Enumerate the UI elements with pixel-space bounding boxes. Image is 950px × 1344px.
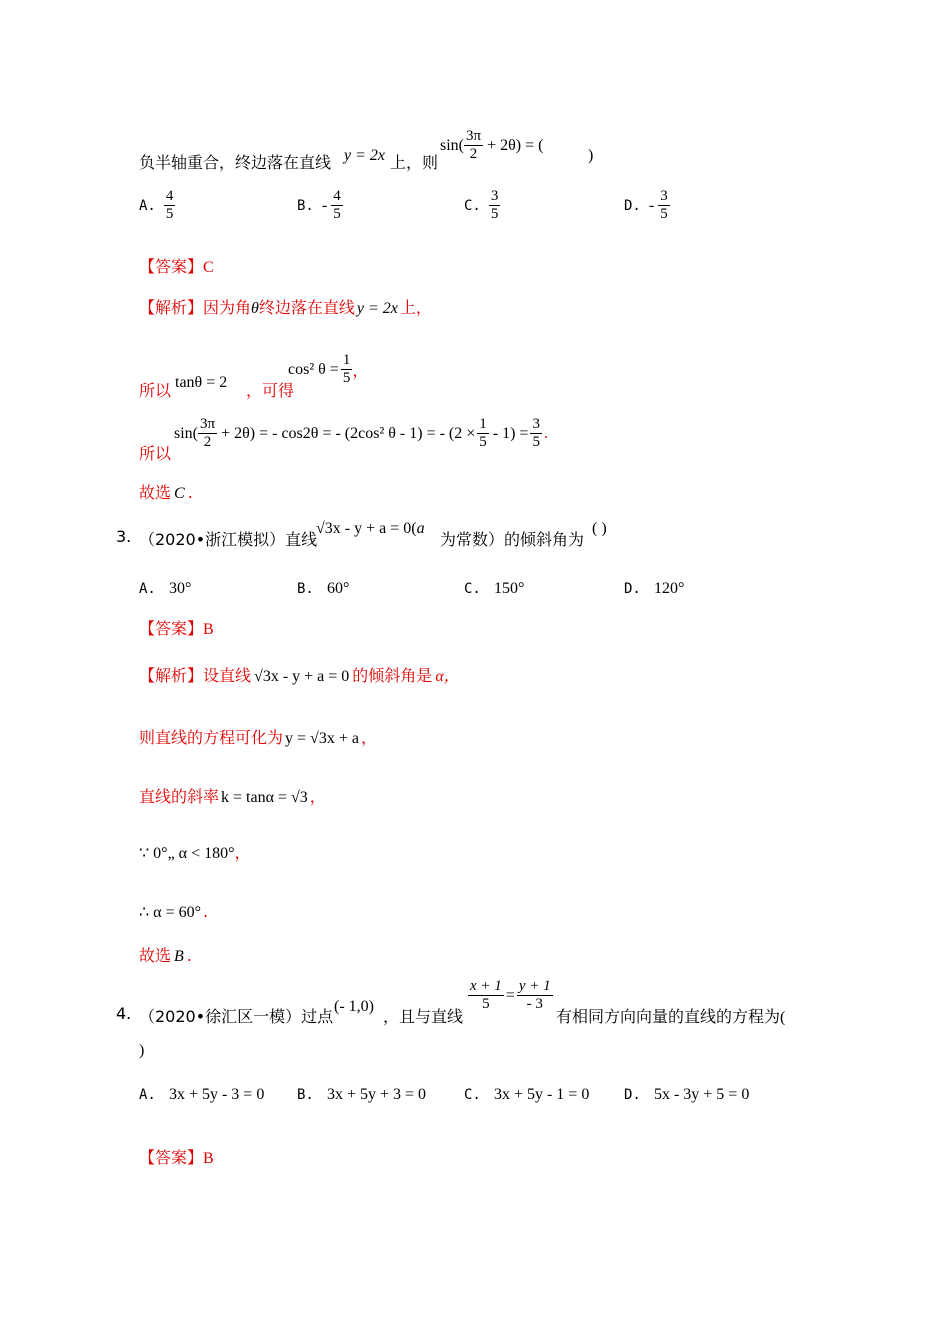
answer-tag: 【答案】 [139,257,204,276]
q3-equation [316,520,425,538]
conclusion-text: . [186,946,192,965]
option-den: 5 [165,206,174,222]
q2-expr-fraction [464,128,483,163]
answer-tag: 【答案】 [139,619,204,638]
analysis-fraction [530,416,542,451]
q4-number: 4. [116,1004,132,1023]
q2-analysis-kede: ，可得 [246,381,295,400]
q3-option-c[interactable] [464,578,524,598]
option-num: 4 [165,188,174,204]
q2-stem-expr [440,128,543,163]
analysis-fraction [341,352,353,387]
option-fraction [658,188,670,223]
answer-tag: 【答案】 [139,1148,204,1167]
analysis-math: ∴ α = 60° [139,904,201,921]
frac-num: y + 1 [518,978,551,994]
option-den: 5 [333,206,341,222]
q2-analysis-line3-text: 所以 [139,444,172,463]
q2-conclusion [139,480,193,503]
q2-analysis-cos [288,352,368,387]
option-num: 3 [490,188,499,204]
option-label: C. [464,581,481,597]
option-value: 60° [326,580,350,597]
q4-mid: ，且与直线 [383,1007,464,1026]
conclusion-text: 故选 [139,946,172,965]
analysis-tag: 【解析】 [139,298,204,317]
option-label: A. [139,197,156,214]
q2-analysis-line3-math [174,416,548,451]
analysis-math: ∵ 0°„ α < 180° [139,845,235,862]
analysis-text: 因为角 [203,298,252,317]
option-sign: - [648,196,655,214]
q4-tail [556,1004,785,1027]
option-value: 5x - 3y + 5 = 0 [653,1086,750,1103]
equals-sign: = [505,986,515,1004]
option-value: 3x + 5y + 3 = 0 [326,1086,427,1103]
q3-analysis-line1 [139,663,460,686]
option-label: B. [297,581,314,597]
q4-point: (- 1,0) [334,998,374,1015]
frac-num: x + 1 [470,978,502,994]
q2-close-paren: ) [588,147,594,164]
q4-option-a[interactable] [139,1084,264,1104]
analysis-math: y = 2x [356,300,398,317]
analysis-text: ， [234,843,251,862]
q3-conclusion [139,943,192,966]
q3-analysis-line4 [139,840,251,863]
q4-answer [139,1145,214,1168]
option-fraction [331,188,343,223]
q3-source: （2020•浙江模拟）直线 [139,530,318,549]
option-num: 3 [660,188,668,204]
option-label: A. [139,1087,156,1103]
option-label: D. [624,1087,641,1103]
q4-tail-text: 有相同方向向量的直线的方程为 [556,1007,781,1026]
analysis-text: ， [352,361,369,380]
analysis-fraction [477,416,489,451]
q2-expr-a: sin( [440,136,464,154]
q4-option-c[interactable] [464,1084,589,1104]
analysis-math: y = √3x + a [285,730,359,747]
q2-stem [139,150,331,173]
conclusion-text: . [187,483,193,502]
conclusion-choice: B [174,948,184,965]
q3-analysis-line3 [139,784,326,807]
conclusion-choice: C [174,485,185,502]
option-fraction [489,188,501,223]
frac-den: 5 [532,434,540,450]
q4-frac1 [468,978,504,1013]
q3-eq-a: a [416,520,425,537]
option-label: C. [464,197,481,214]
q2-option-c[interactable] [464,188,500,223]
frac-den: 5 [342,370,351,386]
answer-value: C [203,259,214,276]
analysis-text: ， [309,787,326,806]
q2-analysis-line2-text [139,378,171,401]
analysis-text: ， [360,728,377,747]
q4-open-paren: ( [780,1009,786,1026]
q2-option-d[interactable] [624,188,670,223]
frac-den: 5 [479,434,487,450]
q2-analysis-tan: tanθ = 2 [175,374,228,391]
analysis-text: . [202,902,209,921]
q3-number: 3. [116,527,132,546]
analysis-math: k = tanα = √3 [221,789,308,806]
analysis-math: cos² θ = [288,360,339,378]
option-label: C. [464,1087,481,1103]
answer-value: B [203,1150,214,1167]
analysis-text: 终边落在直线 [258,298,355,317]
frac-den: 5 [482,996,490,1012]
q2-stem-mid: 上，则 [390,153,439,172]
option-fraction [164,188,176,223]
frac-num: 3π [200,416,216,432]
q4-option-d[interactable] [624,1084,749,1104]
q3-analysis-line2 [139,725,377,748]
option-label: D. [624,581,641,597]
option-den: 5 [660,206,668,222]
analysis-math: + 2θ) = - cos2θ = - (2cos² θ - 1) = - (2 × [221,424,476,442]
answer-value: B [203,621,214,638]
analysis-math: √3x - y + a = 0 [254,668,350,685]
analysis-text: 所以 [139,381,172,400]
frac-num: 1 [342,352,351,368]
frac-num: 1 [479,416,487,432]
q2-expr-b: + 2θ) = ( [487,136,544,154]
analysis-math: θ [251,300,259,317]
option-value: 30° [168,580,192,597]
analysis-text: 直线的斜率 [139,787,220,806]
option-label: B. [297,1087,314,1103]
analysis-math: - 1) = [492,424,529,442]
q3-option-b[interactable] [297,578,349,598]
q3-eq: √3x - y + a = 0( [316,520,417,537]
conclusion-text: 故选 [139,483,172,502]
option-value: 120° [653,580,685,597]
option-den: 5 [490,206,499,222]
q2-expr-den: 2 [469,146,478,162]
q4-source: （2020•徐汇区一模）过点 [139,1007,334,1026]
q2-expr-num: 3π [466,128,482,144]
q4-option-b[interactable] [297,1084,426,1104]
analysis-text: 上， [399,298,432,317]
analysis-text: 的倾斜角是 [352,666,433,685]
q3-answer [139,616,214,639]
option-value: 3x + 5y - 1 = 0 [493,1086,590,1103]
q4-line-equation [468,978,553,1013]
analysis-math: α， [435,668,460,685]
analysis-tag: 【解析】 [139,666,204,685]
q3-option-a[interactable] [139,578,191,598]
q3-analysis-line5 [139,902,208,922]
q3-option-d[interactable] [624,578,684,598]
frac-den: 2 [203,434,212,450]
frac-den: - 3 [526,996,543,1012]
q2-option-a[interactable] [139,188,175,223]
analysis-fraction [198,416,217,451]
option-label: D. [624,197,641,214]
q4-frac2 [517,978,553,1013]
analysis-text: 设直线 [203,666,252,685]
option-value: 150° [493,580,525,597]
analysis-text: . [543,424,548,442]
q2-option-b[interactable] [297,188,343,223]
option-label: A. [139,581,156,597]
option-num: 4 [333,188,341,204]
option-sign: - [321,196,328,214]
q2-stem-line: y = 2x [344,147,385,164]
q2-answer [139,254,214,277]
option-value: 3x + 5y - 3 = 0 [168,1086,265,1103]
option-label: B. [297,197,314,214]
q4-close-paren: ) [139,1042,145,1059]
q2-stem-prefix: 负半轴重合，终边落在直线 [139,153,332,172]
analysis-math: sin( [174,424,198,442]
q2-analysis-line1 [139,295,432,318]
q3-paren: ( ) [592,520,607,537]
q3-tail: 为常数）的倾斜角为 [440,530,585,549]
frac-num: 3 [532,416,540,432]
analysis-text: 则直线的方程可化为 [139,728,284,747]
